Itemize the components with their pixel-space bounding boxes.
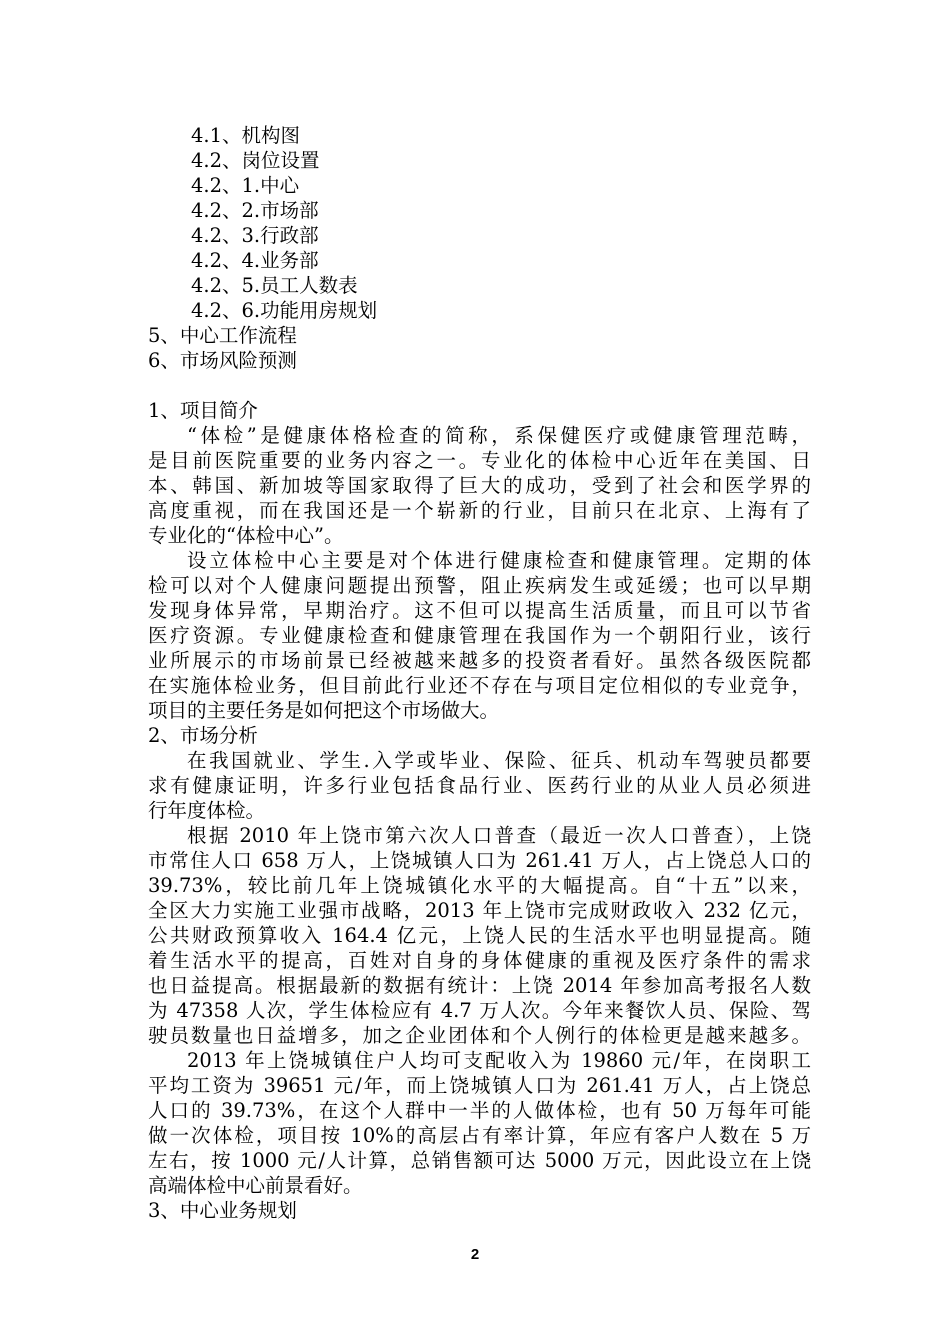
page-number: 2	[470, 1246, 480, 1263]
section-heading: 1、项目简介	[148, 399, 258, 422]
body-line: 在实施体检业务，但目前此行业还不存在与项目定位相似的专业竞争，	[148, 674, 811, 697]
paragraph-last-line: 专业化的“体检中心”。	[148, 524, 344, 547]
body-line: 医疗资源。专业健康检查和健康管理在我国作为一个朝阳行业，该行	[148, 624, 811, 647]
section-heading: 2、市场分析	[148, 724, 258, 747]
body-line: 求有健康证明，许多行业包括食品行业、医药行业的从业人员必须进	[148, 774, 811, 797]
toc-entry: 5、中心工作流程	[148, 324, 297, 347]
toc-entry: 4.2、3.行政部	[191, 224, 319, 247]
body-line: 发现身体异常，早期治疗。这不但可以提高生活质量，而且可以节省	[148, 599, 811, 622]
toc-entry: 4.2、5.员工人数表	[191, 274, 358, 297]
body-line: 着生活水平的提高，百姓对自身的身体健康的重视及医疗条件的需求	[148, 949, 811, 972]
body-line: 为 47358 人次，学生体检应有 4.7 万人次。今年来餐饮人员、保险、驾	[148, 999, 811, 1022]
body-line: 市常住人口 658 万人，上饶城镇人口为 261.41 万人，占上饶总人口的	[148, 849, 811, 872]
paragraph-last-line: 行年度体检。	[148, 799, 266, 822]
paragraph-first-line: 在我国就业、学生.入学或毕业、保险、征兵、机动车驾驶员都要	[187, 749, 811, 772]
body-line: 全区大力实施工业强市战略，2013 年上饶市完成财政收入 232 亿元，	[148, 899, 811, 922]
body-line: 人口的 39.73%，在这个人群中一半的人做体检，也有 50 万每年可能	[148, 1099, 811, 1122]
toc-entry: 4.2、1.中心	[191, 174, 300, 197]
toc-entry: 4.2、岗位设置	[191, 149, 320, 172]
body-line: 做一次体检，项目按 10%的高层占有率计算，年应有客户人数在 5 万	[148, 1124, 811, 1147]
paragraph-last-line: 项目的主要任务是如何把这个市场做大。	[148, 699, 500, 722]
body-text	[148, 398, 811, 1223]
body-line: 业所展示的市场前景已经被越来越多的投资者看好。虽然各级医院都	[148, 649, 811, 672]
toc-entry: 4.2、6.功能用房规划	[191, 299, 378, 322]
toc-entry: 4.2、4.业务部	[191, 249, 319, 272]
paragraph-first-line: 根据 2010 年上饶市第六次人口普查（最近一次人口普查），上饶	[187, 824, 811, 847]
paragraph-last-line: 高端体检中心前景看好。	[148, 1174, 363, 1197]
section-heading: 3、中心业务规划	[148, 1199, 297, 1222]
body-line: 左右，按 1000 元/人计算，总销售额可达 5000 万元，因此设立在上饶	[148, 1149, 811, 1172]
body-line: 平均工资为 39651 元/年，而上饶城镇人口为 261.41 万人，占上饶总	[148, 1074, 811, 1097]
paragraph-first-line: 设立体检中心主要是对个体进行健康检查和健康管理。定期的体	[187, 549, 811, 572]
toc-entry: 4.1、机构图	[191, 124, 301, 147]
table-of-contents	[148, 123, 828, 373]
paragraph-first-line: “体检”是健康体格检查的简称，系保健医疗或健康管理范畴，	[187, 424, 811, 447]
toc-entry: 6、市场风险预测	[148, 349, 297, 372]
body-line: 检可以对个人健康问题提出预警，阻止疾病发生或延缓；也可以早期	[148, 574, 811, 597]
body-line: 也日益提高。根据最新的数据有统计：上饶 2014 年参加高考报名人数	[148, 974, 811, 997]
body-line: 高度重视，而在我国还是一个崭新的行业，目前只在北京、上海有了	[148, 499, 811, 522]
body-line: 是目前医院重要的业务内容之一。专业化的体检中心近年在美国、日	[148, 449, 811, 472]
paragraph-first-line: 2013 年上饶城镇住户人均可支配收入为 19860 元/年，在岗职工	[187, 1049, 811, 1072]
body-line: 39.73%，较比前几年上饶城镇化水平的大幅提高。自“十五”以来，	[148, 874, 811, 897]
body-line: 公共财政预算收入 164.4 亿元，上饶人民的生活水平也明显提高。随	[148, 924, 811, 947]
body-line: 驶员数量也日益增多，加之企业团体和个人例行的体检更是越来越多。	[148, 1024, 811, 1047]
body-line: 本、韩国、新加坡等国家取得了巨大的成功，受到了社会和医学界的	[148, 474, 811, 497]
toc-entry: 4.2、2.市场部	[191, 199, 319, 222]
